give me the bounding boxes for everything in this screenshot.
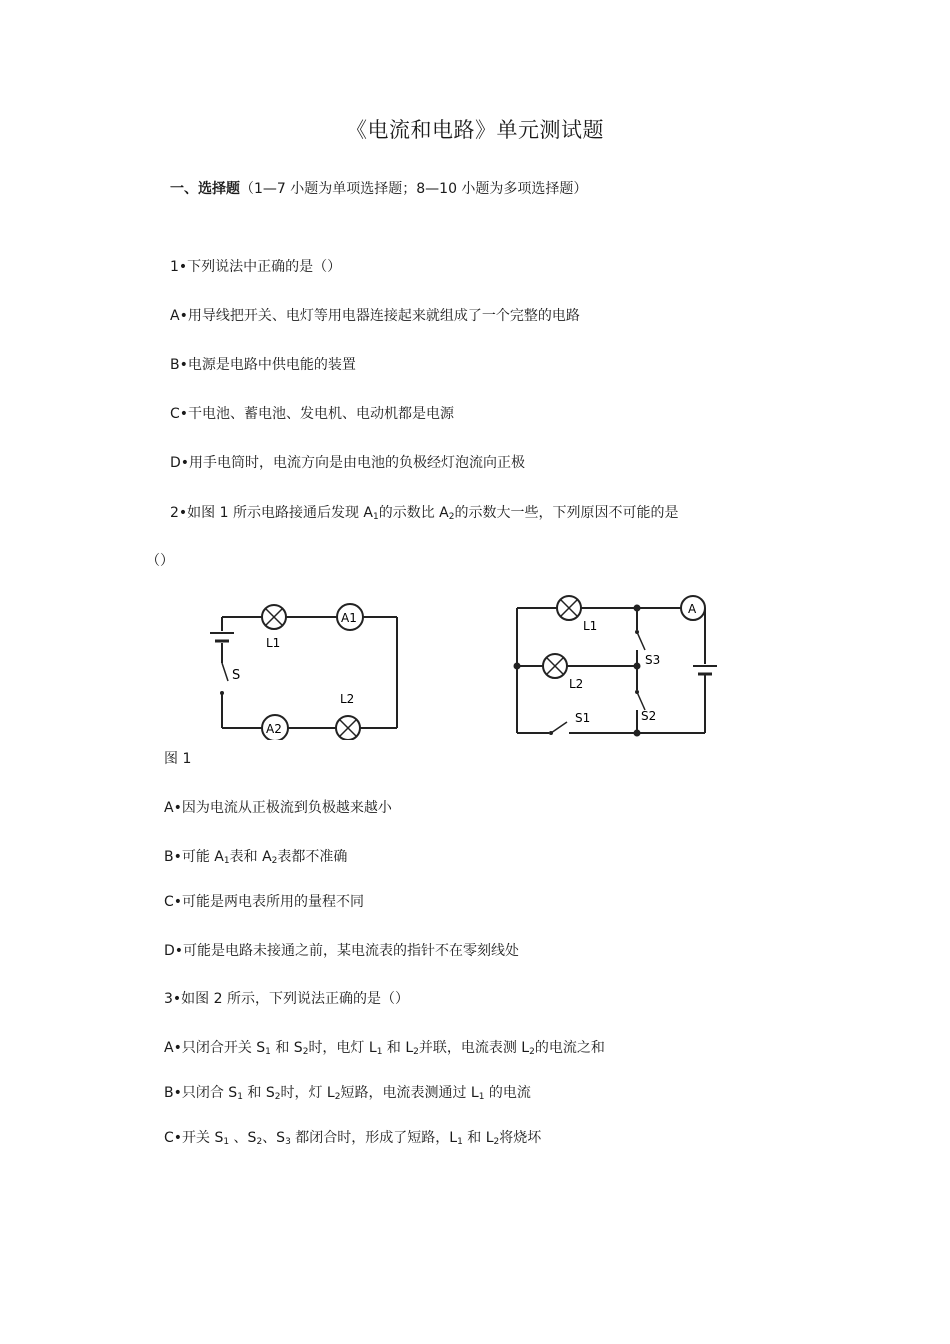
q3-a-text-2: 和 S [270, 1040, 303, 1056]
q3-a-text-4: 和 L [382, 1040, 414, 1056]
q2-option-b [164, 846, 347, 866]
q3-c-text-2: 、S [229, 1130, 257, 1146]
label-a: A [688, 602, 697, 616]
q2-stem-text-1: 2•如图 1 所示电路接通后发现 A [170, 505, 373, 521]
q3-b-text-2: 和 S [242, 1085, 275, 1101]
q2-stem-sub-2: 2 [448, 512, 455, 522]
q1-option-c: C•干电池、蓄电池、发电机、电动机都是电源 [170, 406, 455, 422]
section-label: 一、选择题 [170, 181, 240, 197]
figure-2-circuit [505, 592, 730, 742]
label-l2: L2 [569, 677, 584, 691]
switch-s1 [549, 722, 567, 735]
q3-c-sub-3: 3 [285, 1137, 291, 1147]
q3-c-text-4: 都闭合时，形成了短路，L [290, 1130, 458, 1146]
q2-b-text-2: 表和 A [229, 849, 272, 865]
junction-dot [634, 663, 641, 670]
label-l1: L1 [266, 636, 281, 650]
page-title: 《电流和电路》单元测试题 [346, 118, 604, 142]
q2-option-d: D•可能是电路未接通之前，某电流表的指针不在零刻线处 [164, 943, 520, 959]
q2-b-sub-2: 2 [271, 856, 278, 866]
q3-a-sub-1: 1 [265, 1047, 271, 1057]
figure-1-circuit [200, 595, 410, 740]
q3-a-text-3: 时，电灯 L [308, 1040, 377, 1056]
q3-b-sub-1: 1 [237, 1092, 243, 1102]
q3-a-sub-3: 1 [376, 1047, 383, 1057]
q2-b-sub-1: 1 [223, 856, 230, 866]
q3-option-b [164, 1082, 531, 1102]
q3-c-text-3: 、S [262, 1130, 286, 1146]
q3-c-text-6: 将烧坏 [499, 1130, 542, 1146]
q3-option-c [164, 1127, 541, 1147]
q3-b-text-4: 短路，电流表测通过 L [340, 1085, 479, 1101]
q2-option-c: C•可能是两电表所用的量程不同 [164, 894, 365, 910]
q3-a-text-6: 的电流之和 [534, 1040, 605, 1056]
q1-option-a: A•用导线把开关、电灯等用电器连接起来就组成了一个完整的电路 [170, 308, 580, 324]
figure-1-caption: 图 1 [164, 751, 192, 767]
lamp-l1 [262, 605, 286, 629]
q2-stem [170, 502, 679, 522]
q2-stem-sub-1: 1 [373, 512, 379, 522]
section-heading [170, 178, 587, 198]
q1-option-d: D•用手电筒时，电流方向是由电池的负极经灯泡流向正极 [170, 455, 526, 471]
q3-c-sub-5: 2 [493, 1137, 500, 1147]
switch-s [220, 663, 228, 695]
q3-b-sub-2: 2 [274, 1092, 281, 1102]
q3-stem: 3•如图 2 所示，下列说法正确的是（） [164, 991, 409, 1007]
q3-a-sub-2: 2 [302, 1047, 309, 1057]
ammeter-a1 [337, 604, 363, 630]
q3-option-a [164, 1037, 605, 1057]
q3-a-text-5: 并联，电流表测 L [418, 1040, 530, 1056]
q1-stem: 1•下列说法中正确的是（） [170, 259, 342, 275]
q3-c-sub-2: 2 [256, 1137, 263, 1147]
junction-dot [514, 663, 521, 670]
label-s: S [232, 668, 241, 683]
q3-b-sub-4: 1 [478, 1092, 485, 1102]
switch-s3 [635, 630, 645, 650]
lamp-l1 [557, 596, 581, 620]
q3-a-sub-5: 2 [529, 1047, 535, 1057]
junction-dot [634, 730, 641, 737]
ammeter-a [681, 596, 705, 620]
q2-option-a: A•因为电流从正极流到负极越来越小 [164, 800, 392, 816]
q3-b-sub-3: 2 [334, 1092, 341, 1102]
label-s1: S1 [575, 711, 591, 725]
junction-dot [634, 605, 641, 612]
q3-b-text-3: 时，灯 L [280, 1085, 335, 1101]
q3-a-sub-4: 2 [413, 1047, 419, 1057]
q3-b-text-5: 的电流 [484, 1085, 531, 1101]
q3-c-text-1: C•开关 S [164, 1130, 224, 1146]
section-note: （1—7 小题为单项选择题；8—10 小题为多项选择题） [240, 181, 588, 197]
q2-stem-text-3: 的示数大一些，下列原因不可能的是 [454, 505, 679, 521]
label-s2: S2 [641, 709, 657, 723]
q2-b-text-3: 表都不准确 [277, 849, 348, 865]
label-l1: L1 [583, 619, 598, 633]
q3-c-sub-1: 1 [223, 1137, 230, 1147]
q3-a-text-1: A•只闭合开关 S [164, 1040, 266, 1056]
q3-c-sub-4: 1 [457, 1137, 463, 1147]
switch-s2 [635, 690, 645, 710]
q1-option-b: B•电源是电路中供电能的装置 [170, 357, 356, 373]
q2-stem-tail: （） [146, 553, 174, 569]
q2-b-text-1: B•可能 A [164, 849, 224, 865]
label-a1: A1 [341, 611, 357, 625]
q3-c-text-5: 和 L [462, 1130, 494, 1146]
label-l2: L2 [340, 692, 355, 706]
lamp-l2 [336, 716, 360, 740]
q2-stem-text-2: 的示数比 A [378, 505, 449, 521]
ammeter-a2 [262, 715, 288, 740]
lamp-l2 [543, 654, 567, 678]
q3-b-text-1: B•只闭合 S [164, 1085, 238, 1101]
label-a2: A2 [266, 722, 282, 736]
label-s3: S3 [645, 653, 661, 667]
